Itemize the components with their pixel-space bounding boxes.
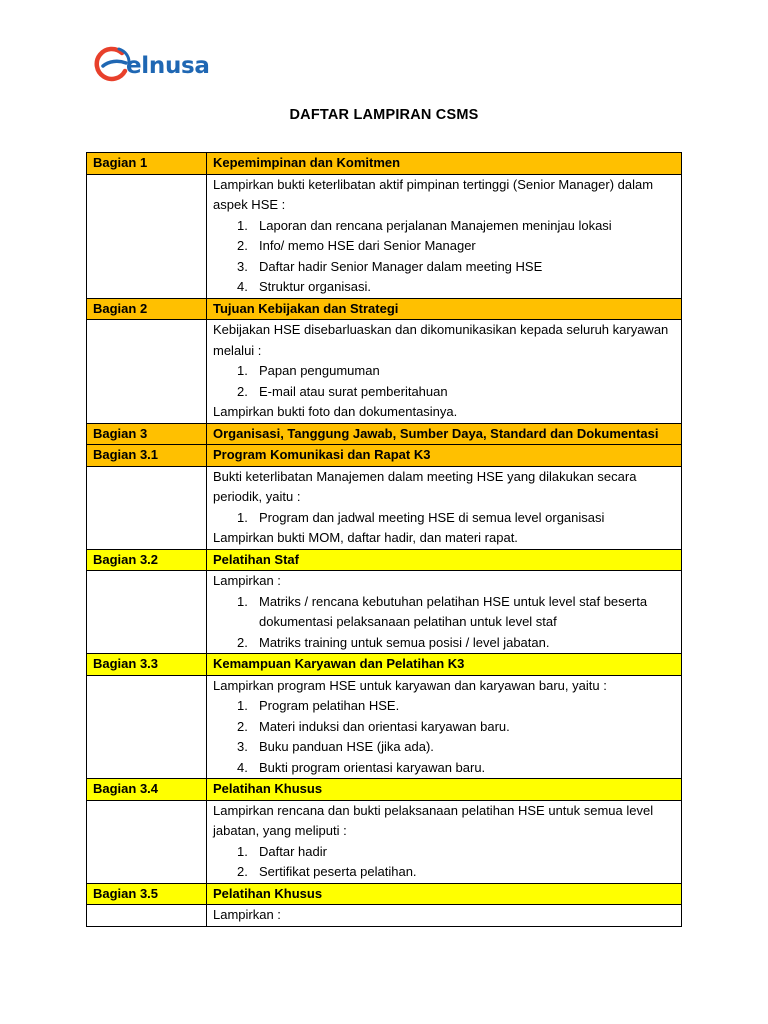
section-header-row [87,779,682,801]
content-intro: Kebijakan HSE disebarluaskan dan dikomunikasikan kepada seluruh karyawan melalui : [213,322,669,358]
section-header-row [87,423,682,445]
section-label: Bagian 3.4 [87,779,207,801]
list-item [213,862,675,883]
list-item [213,592,675,633]
list-number: 4. [237,759,248,775]
content-intro: Lampirkan rencana dan bukti pelaksanaan pelatihan HSE untuk semua level jabatan, yang meliputi : [213,802,654,838]
content-intro: Lampirkan bukti keterlibatan aktif pimpinan tertinggi (Senior Manager) dalam aspek HSE : [213,176,654,212]
list-text: Program dan jadwal meeting HSE di semua level organisasi [259,509,605,525]
list-number: 1. [237,593,248,609]
list-text: Daftar hadir [259,843,327,859]
content-intro: Lampirkan : [213,907,281,922]
attachment-table [86,152,682,927]
document-title: DAFTAR LAMPIRAN CSMS [289,107,479,123]
section-label: Bagian 1 [87,153,207,175]
section-heading: Program Komunikasi dan Rapat K3 [207,445,682,467]
section-content [207,571,682,654]
list-text: Daftar hadir Senior Manager dalam meeting HSE [259,258,543,274]
section-header-row [87,445,682,467]
section-content-row [87,571,682,654]
list-text: Matriks training untuk semua posisi / level jabatan. [259,634,550,650]
section-content [207,174,682,298]
section-heading: Pelatihan Khusus [207,883,682,905]
section-content [207,800,682,883]
list-text: Materi induksi dan orientasi karyawan baru. [259,718,510,734]
section-content [207,905,682,927]
section-content-row [87,675,682,779]
list-item [213,236,675,257]
logo-text: elnusa [126,53,210,79]
list-text: Matriks / rencana kebutuhan pelatihan HSE untuk level staf beserta dokumentasi pelaksanaan pelatihan untuk level staf [259,593,648,629]
section-header-row [87,549,682,571]
list-item [213,382,675,403]
list-number: 2. [237,383,248,399]
list-text: Bukti program orientasi karyawan baru. [259,759,486,775]
section-label: Bagian 3.2 [87,549,207,571]
section-heading: Pelatihan Staf [207,549,682,571]
section-heading: Organisasi, Tanggung Jawab, Sumber Daya, Standard dan Dokumentasi [207,423,682,445]
list-number: 2. [237,634,248,650]
section-content-row [87,174,682,298]
content-outro: Lampirkan bukti foto dan dokumentasinya. [213,404,458,419]
empty-cell [87,174,207,298]
section-header-row [87,153,682,175]
list-number: 1. [237,843,248,859]
list-item [213,737,675,758]
list-number: 3. [237,739,248,754]
section-content [207,466,682,549]
list-item [213,842,675,863]
section-header-row [87,883,682,905]
content-intro: Lampirkan : [213,573,281,588]
section-content [207,675,682,779]
list-number: 2. [237,718,248,734]
company-logo [92,44,210,84]
list-item [213,758,675,779]
empty-cell [87,800,207,883]
section-content [207,320,682,424]
list-item [213,361,675,382]
content-intro: Bukti keterlibatan Manajemen dalam meeting HSE yang dilakukan secara periodik, yaitu : [213,468,637,504]
list-text: E-mail atau surat pemberitahuan [259,383,448,399]
list-item [213,216,675,237]
list-number: 1. [237,509,248,525]
list-number: 2. [237,864,248,879]
list-item [213,508,675,529]
list-number: 1. [237,698,248,713]
section-label: Bagian 3.3 [87,654,207,676]
list-text: Struktur organisasi. [259,279,371,294]
section-content-row [87,320,682,424]
list-text: Program pelatihan HSE. [259,698,400,713]
list-text: Sertifikat peserta pelatihan. [259,864,417,879]
list-text: Papan pengumuman [259,363,380,378]
section-heading: Kepemimpinan dan Komitmen [207,153,682,175]
list-item [213,696,675,717]
section-label: Bagian 3.5 [87,883,207,905]
empty-cell [87,675,207,779]
section-label: Bagian 2 [87,298,207,320]
list-item [213,633,675,654]
section-header-row [87,298,682,320]
list-number: 1. [237,363,248,378]
section-header-row [87,654,682,676]
section-content-row [87,800,682,883]
empty-cell [87,571,207,654]
list-number: 3. [237,258,248,274]
list-item [213,257,675,278]
list-text: Info/ memo HSE dari Senior Manager [259,238,476,253]
section-label: Bagian 3 [87,423,207,445]
content-outro: Lampirkan bukti MOM, daftar hadir, dan materi rapat. [213,530,518,545]
section-heading: Pelatihan Khusus [207,779,682,801]
section-label: Bagian 3.1 [87,445,207,467]
section-heading: Tujuan Kebijakan dan Strategi [207,298,682,320]
list-item [213,277,675,298]
list-item [213,717,675,738]
empty-cell [87,466,207,549]
section-content-row [87,466,682,549]
list-number: 2. [237,238,248,253]
section-content-row [87,905,682,927]
empty-cell [87,320,207,424]
section-heading: Kemampuan Karyawan dan Pelatihan K3 [207,654,682,676]
content-intro: Lampirkan program HSE untuk karyawan dan karyawan baru, yaitu : [213,677,607,693]
list-number: 1. [237,217,248,233]
list-text: Laporan dan rencana perjalanan Manajemen meninjau lokasi [259,217,612,233]
list-number: 4. [237,279,248,294]
empty-cell [87,905,207,927]
list-text: Buku panduan HSE (jika ada). [259,739,434,754]
